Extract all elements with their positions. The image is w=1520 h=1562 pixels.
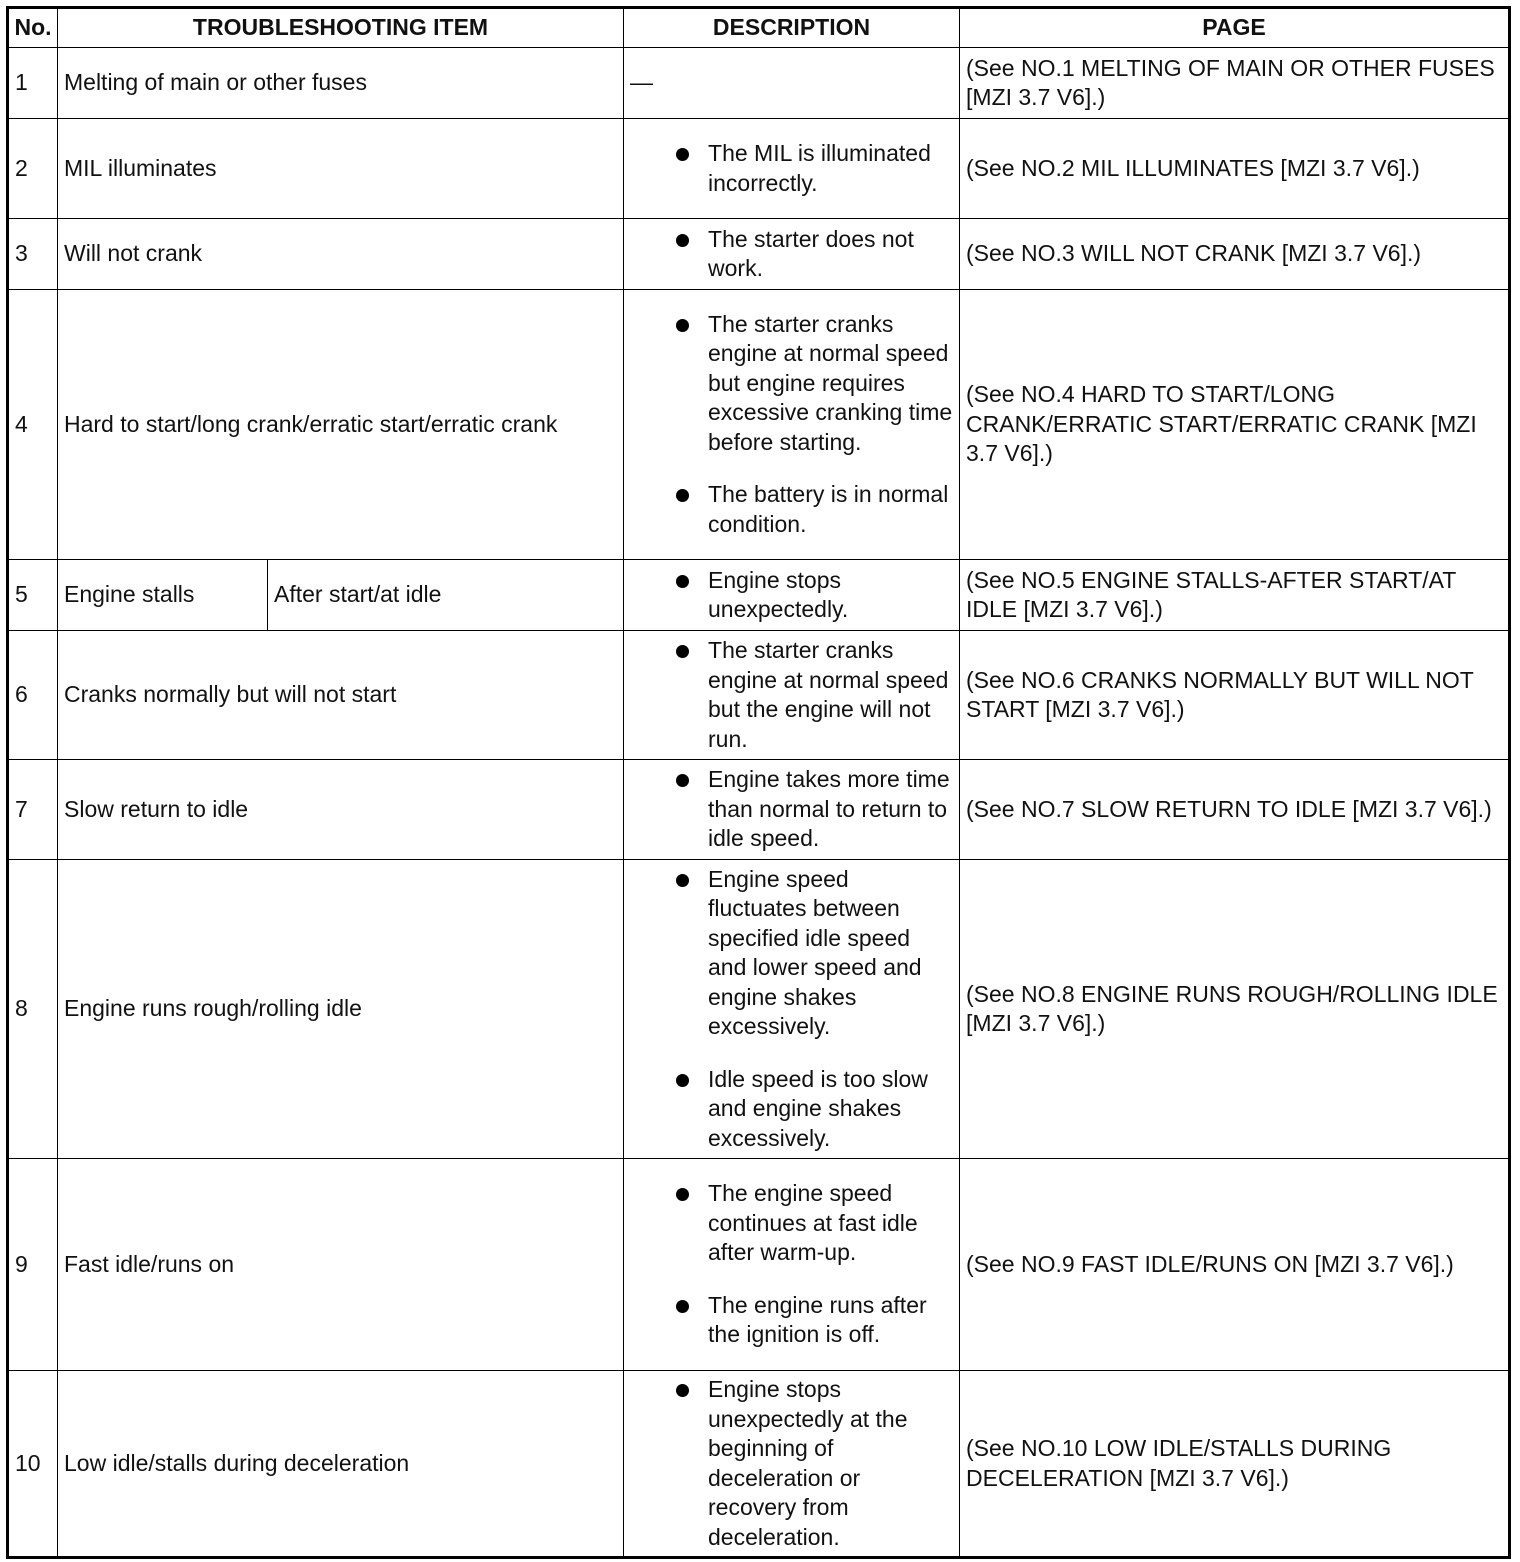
description-bullet: Engine takes more time than normal to return to idle speed. [630, 765, 953, 854]
bullet-dot-icon [676, 319, 689, 332]
header-description: DESCRIPTION [624, 8, 960, 48]
row-number: 4 [8, 290, 58, 560]
description-bullet: The starter cranks engine at normal speed but the engine will not run. [630, 636, 953, 754]
page-reference-link[interactable]: (See NO.10 LOW IDLE/STALLS DURING DECELERATION [MZI 3.7 V6].) [960, 1371, 1510, 1558]
table-row [8, 1371, 1510, 1558]
troubleshooting-item: Fast idle/runs on [58, 1159, 624, 1371]
bullet-dot-icon [676, 1384, 689, 1397]
description-bullet: The starter cranks engine at normal speed but engine requires excessive cranking time before starting. [630, 310, 953, 458]
troubleshooting-item: Hard to start/long crank/erratic start/erratic crank [58, 290, 624, 560]
description-bullet: Idle speed is too slow and engine shakes excessively. [630, 1065, 953, 1154]
troubleshooting-item: Engine runs rough/rolling idle [58, 860, 624, 1159]
row-number: 6 [8, 631, 58, 760]
troubleshooting-table [6, 6, 1511, 1559]
page-reference-link[interactable]: (See NO.5 ENGINE STALLS-AFTER START/AT IDLE [MZI 3.7 V6].) [960, 560, 1510, 631]
troubleshooting-item: Low idle/stalls during deceleration [58, 1371, 624, 1558]
description-bullet: Engine stops unexpectedly. [630, 566, 953, 625]
row-number: 5 [8, 560, 58, 631]
page-reference-link[interactable]: (See NO.2 MIL ILLUMINATES [MZI 3.7 V6].) [960, 119, 1510, 219]
troubleshooting-item: MIL illuminates [58, 119, 624, 219]
header-row [8, 8, 1510, 48]
description-dash: — [630, 69, 654, 96]
description-cell [624, 1371, 960, 1558]
description-cell [624, 560, 960, 631]
description-bullet: The battery is in normal condition. [630, 480, 953, 539]
bullet-dot-icon [676, 874, 689, 887]
header-page: PAGE [960, 8, 1510, 48]
table-row [8, 760, 1510, 860]
description-bullet: Engine speed fluctuates between specified idle speed and lower speed and engine shakes excessively. [630, 865, 953, 1042]
bullet-dot-icon [676, 1074, 689, 1087]
bullet-dot-icon [676, 234, 689, 247]
row-number: 10 [8, 1371, 58, 1558]
page-reference-link[interactable]: (See NO.3 WILL NOT CRANK [MZI 3.7 V6].) [960, 219, 1510, 290]
description-cell [624, 48, 960, 119]
table-row [8, 219, 1510, 290]
troubleshooting-item: Slow return to idle [58, 760, 624, 860]
page-reference-link[interactable]: (See NO.6 CRANKS NORMALLY BUT WILL NOT START [MZI 3.7 V6].) [960, 631, 1510, 760]
description-cell [624, 1159, 960, 1371]
bullet-dot-icon [676, 489, 689, 502]
header-no: No. [8, 8, 58, 48]
table-row [8, 48, 1510, 119]
description-cell [624, 760, 960, 860]
table-row [8, 631, 1510, 760]
description-cell [624, 219, 960, 290]
page-reference-link[interactable]: (See NO.9 FAST IDLE/RUNS ON [MZI 3.7 V6].) [960, 1159, 1510, 1371]
table-row [8, 119, 1510, 219]
description-bullet: The engine speed continues at fast idle after warm-up. [630, 1179, 953, 1268]
bullet-dot-icon [676, 1300, 689, 1313]
page-reference-link[interactable]: (See NO.7 SLOW RETURN TO IDLE [MZI 3.7 V6].) [960, 760, 1510, 860]
description-cell [624, 631, 960, 760]
table-row [8, 560, 1510, 631]
bullet-dot-icon [676, 575, 689, 588]
row-number: 1 [8, 48, 58, 119]
page-reference-link[interactable]: (See NO.4 HARD TO START/LONG CRANK/ERRATIC START/ERRATIC CRANK [MZI 3.7 V6].) [960, 290, 1510, 560]
troubleshooting-subitem: After start/at idle [268, 560, 624, 631]
description-bullet: The starter does not work. [630, 225, 953, 284]
header-troubleshooting-item: TROUBLESHOOTING ITEM [58, 8, 624, 48]
troubleshooting-item: Engine stalls [58, 560, 268, 631]
bullet-dot-icon [676, 1188, 689, 1201]
bullet-dot-icon [676, 645, 689, 658]
table-row [8, 290, 1510, 560]
row-number: 7 [8, 760, 58, 860]
page-reference-link[interactable]: (See NO.8 ENGINE RUNS ROUGH/ROLLING IDLE [MZI 3.7 V6].) [960, 860, 1510, 1159]
description-bullet: Engine stops unexpectedly at the beginning of deceleration or recovery from deceleration. [630, 1375, 953, 1552]
troubleshooting-item: Will not crank [58, 219, 624, 290]
row-number: 2 [8, 119, 58, 219]
table-row [8, 1159, 1510, 1371]
bullet-dot-icon [676, 148, 689, 161]
table-row [8, 860, 1510, 1159]
description-bullet: The MIL is illuminated incorrectly. [630, 139, 953, 198]
description-cell [624, 119, 960, 219]
bullet-dot-icon [676, 774, 689, 787]
description-bullet: The engine runs after the ignition is off. [630, 1291, 953, 1350]
troubleshooting-item: Melting of main or other fuses [58, 48, 624, 119]
row-number: 9 [8, 1159, 58, 1371]
description-cell [624, 290, 960, 560]
description-cell [624, 860, 960, 1159]
row-number: 3 [8, 219, 58, 290]
page-reference-link[interactable]: (See NO.1 MELTING OF MAIN OR OTHER FUSES [MZI 3.7 V6].) [960, 48, 1510, 119]
row-number: 8 [8, 860, 58, 1159]
troubleshooting-item: Cranks normally but will not start [58, 631, 624, 760]
